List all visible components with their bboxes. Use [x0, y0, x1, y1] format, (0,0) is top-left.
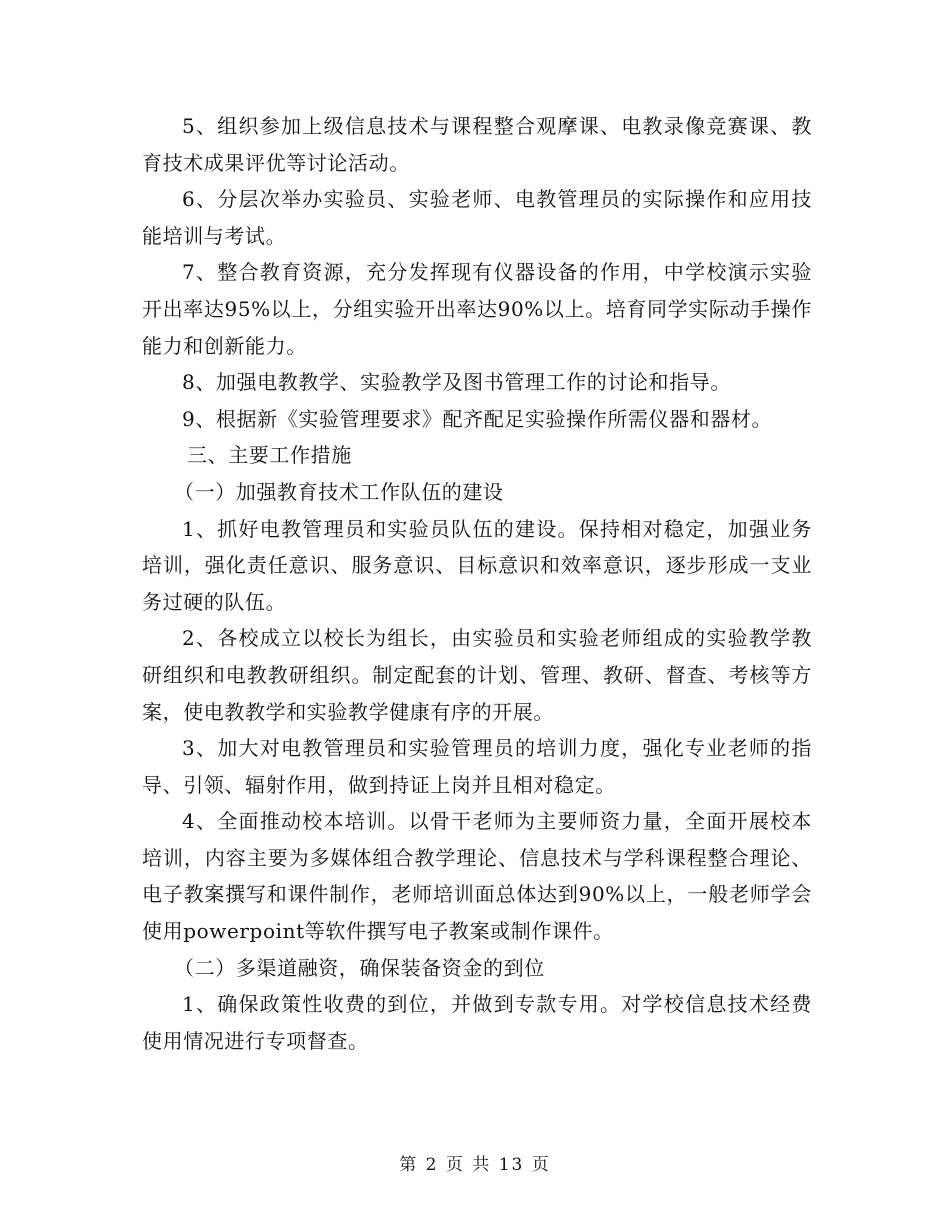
measure-paragraph-1-2: 2、各校成立以校长为组长，由实验员和实验老师组成的实验教学教研组织和电教教研组织。制定配套的计划、管理、教研、督查、考核等方案，使电教教学和实验教学健康有序的开展。	[142, 626, 812, 724]
subsection-title-2: （二）多渠道融资，确保装备资金的到位	[174, 955, 545, 980]
document-body	[142, 108, 812, 1059]
section-heading: 三、主要工作措施	[187, 443, 352, 468]
measure-paragraph-2-1: 1、确保政策性收费的到位，并做到专款专用。对学校信息技术经费使用情况进行专项督查。	[142, 992, 812, 1053]
paragraph-item-8: 8、加强电教教学、实验教学及图书管理工作的讨论和指导。	[182, 370, 731, 395]
subsection-title-1: （一）加强教育技术工作队伍的建设	[174, 479, 504, 504]
paragraph-item-7: 7、整合教育资源，充分发挥现有仪器设备的作用，中学校演示实验开出率达95%以上，分组实验开出率达90%以上。培育同学实际动手操作能力和创新能力。	[142, 260, 812, 358]
measure-paragraph-1-3: 3、加大对电教管理员和实验管理员的培训力度，强化专业老师的指导、引领、辐射作用，做到持证上岗并且相对稳定。	[142, 736, 812, 797]
measure-paragraph-1-4: 4、全面推动校本培训。以骨干老师为主要师资力量，全面开展校本培训，内容主要为多媒体组合教学理论、信息技术与学科课程整合理论、电子教案撰写和课件制作，老师培训面总体达到90%以上，一般老师学会使用powerpoint等软件撰写电子教案或制作课件。	[142, 809, 812, 944]
paragraph-item-5: 5、组织参加上级信息技术与课程整合观摩课、电教录像竞赛课、教育技术成果评优等讨论活动。	[142, 114, 812, 175]
paragraph-item-9: 9、根据新《实验管理要求》配齐配足实验操作所需仪器和器材。	[182, 406, 773, 431]
page-number-footer: 第 2 页 共 13 页	[399, 1155, 551, 1175]
measure-paragraph-1-1: 1、抓好电教管理员和实验员队伍的建设。保持相对稳定，加强业务培训，强化责任意识、服务意识、目标意识和效率意识，逐步形成一支业务过硬的队伍。	[142, 516, 812, 614]
paragraph-item-6: 6、分层次举办实验员、实验老师、电教管理员的实际操作和应用技能培训与考试。	[142, 187, 812, 248]
